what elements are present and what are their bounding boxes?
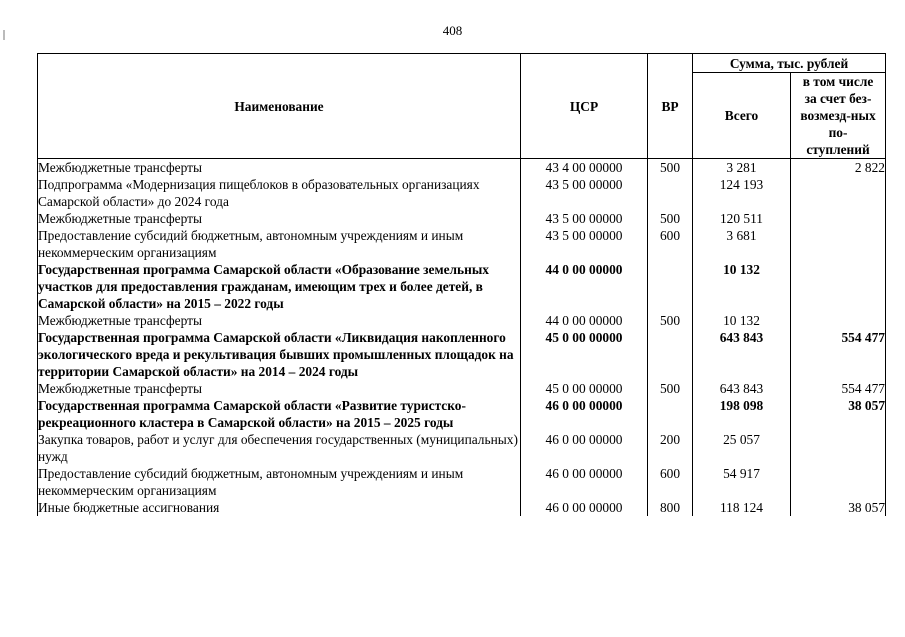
row-total: 643 843 [693,380,791,397]
row-total: 54 917 [693,465,791,499]
row-grants [791,176,886,210]
header-grants-text: в том числе за счет без-возмезд-ных по-ступлений [800,74,876,157]
row-grants: 554 477 [791,380,886,397]
row-name: Предоставление субсидий бюджетным, автономным учреждениям и иным некоммерческим организациям [38,465,521,499]
table-row [38,210,886,227]
row-grants: 2 822 [791,159,886,177]
table-header [38,54,886,159]
row-csr: 45 0 00 00000 [521,329,648,380]
row-csr: 44 0 00 00000 [521,261,648,312]
row-name: Межбюджетные трансферты [38,380,521,397]
row-grants [791,210,886,227]
row-grants [791,261,886,312]
row-vr: 500 [648,380,693,397]
header-total: Всего [693,73,791,159]
row-name: Государственная программа Самарской области «Образование земельных участков для предоставления гражданам, имеющим трех и более детей, в Самарской области» на 2015 – 2022 годы [38,261,521,312]
header-sum: Сумма, тыс. рублей [693,54,886,73]
row-total: 3 281 [693,159,791,177]
table-row [38,261,886,312]
page-number: 408 [442,23,463,38]
row-vr: 600 [648,227,693,261]
row-csr: 45 0 00 00000 [521,380,648,397]
row-total: 643 843 [693,329,791,380]
header-vr: ВР [648,54,693,159]
table-row [38,312,886,329]
row-name: Государственная программа Самарской области «Ликвидация накопленного экологического вреда и рекультивация бывших промышленных площадок на территории Самарской области» на 2014 – 2024 годы [38,329,521,380]
row-total: 25 057 [693,431,791,465]
row-total: 10 132 [693,261,791,312]
row-vr: 500 [648,312,693,329]
budget-table [37,53,886,516]
row-grants: 38 057 [791,499,886,516]
row-total: 124 193 [693,176,791,210]
row-name: Иные бюджетные ассигнования [38,499,521,516]
row-grants [791,465,886,499]
row-csr: 46 0 00 00000 [521,431,648,465]
row-vr: 600 [648,465,693,499]
row-csr: 46 0 00 00000 [521,397,648,431]
row-total: 120 511 [693,210,791,227]
row-name: Предоставление субсидий бюджетным, автономным учреждениям и иным некоммерческим организациям [38,227,521,261]
row-name: Подпрограмма «Модернизация пищеблоков в образовательных организациях Самарской области» до 2024 года [38,176,521,210]
row-vr [648,261,693,312]
row-csr: 43 5 00 00000 [521,210,648,227]
row-name: Межбюджетные трансферты [38,210,521,227]
row-csr: 43 4 00 00000 [521,159,648,177]
table-row [38,465,886,499]
header-name: Наименование [38,54,521,159]
table-row [38,431,886,465]
table-row [38,329,886,380]
table-body [38,159,886,517]
row-total: 10 132 [693,312,791,329]
header-csr: ЦСР [521,54,648,159]
row-vr: 500 [648,210,693,227]
row-grants [791,227,886,261]
table-row [38,499,886,516]
row-name: Межбюджетные трансферты [38,312,521,329]
row-csr: 43 5 00 00000 [521,227,648,261]
row-grants: 554 477 [791,329,886,380]
row-csr: 43 5 00 00000 [521,176,648,210]
row-name: Государственная программа Самарской области «Развитие туристско-рекреационного кластера в Самарской области» на 2015 – 2025 годы [38,397,521,431]
header-grants [791,73,886,159]
table-row [38,227,886,261]
row-vr [648,397,693,431]
table-row [38,380,886,397]
row-csr: 46 0 00 00000 [521,499,648,516]
table-row [38,397,886,431]
row-grants [791,431,886,465]
row-vr: 800 [648,499,693,516]
row-name: Закупка товаров, работ и услуг для обеспечения государственных (муниципальных) нужд [38,431,521,465]
row-grants [791,312,886,329]
row-vr: 500 [648,159,693,177]
row-vr [648,176,693,210]
row-total: 118 124 [693,499,791,516]
row-total: 198 098 [693,397,791,431]
row-grants: 38 057 [791,397,886,431]
row-csr: 46 0 00 00000 [521,465,648,499]
row-vr: 200 [648,431,693,465]
row-csr: 44 0 00 00000 [521,312,648,329]
table-row [38,176,886,210]
row-total: 3 681 [693,227,791,261]
table-row [38,159,886,177]
row-vr [648,329,693,380]
row-name: Межбюджетные трансферты [38,159,521,177]
